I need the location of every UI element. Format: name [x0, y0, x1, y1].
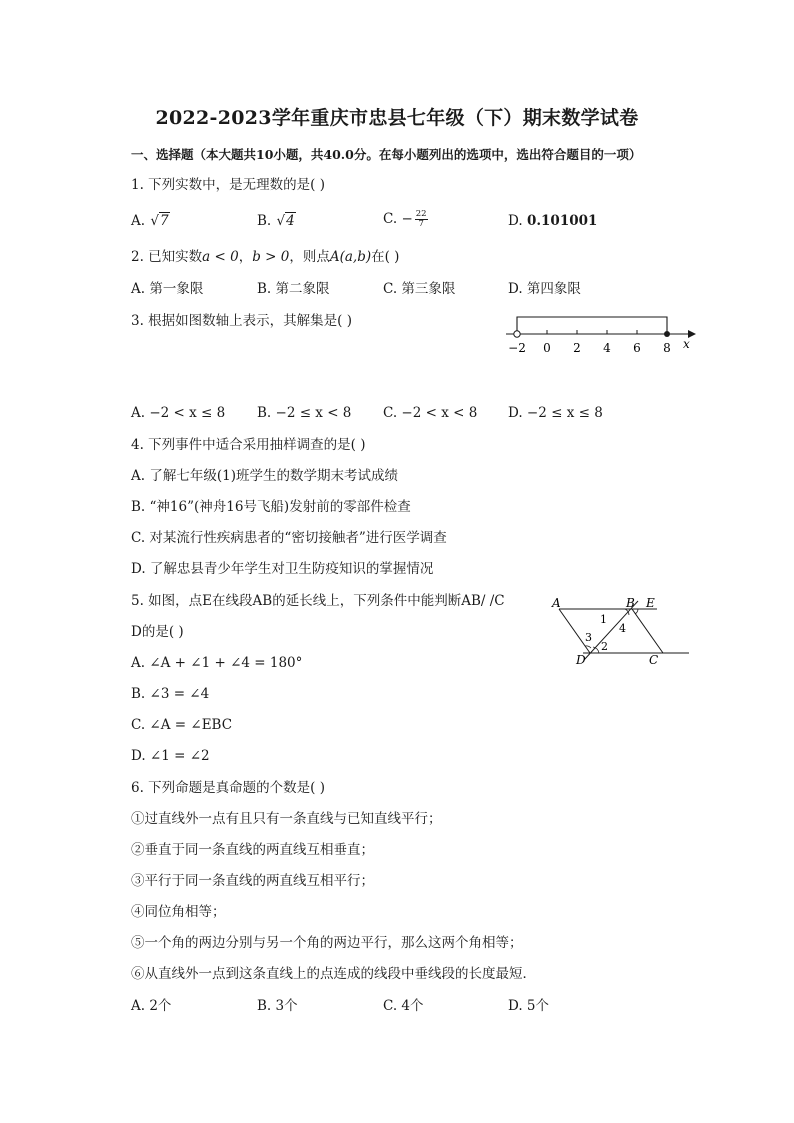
axis-variable-x: x: [683, 337, 690, 351]
q1-a-label: A.: [131, 213, 146, 229]
q6-stem: 6. 下列命题是真命题的个数是( ): [131, 780, 325, 796]
q4-option-c: C. 对某流行性疾病患者的“密切接触者”进行医学调查: [131, 530, 447, 546]
label-C: C: [649, 653, 659, 667]
q5-option-d: D. ∠1 = ∠2: [131, 748, 210, 764]
q6-item-3: ③平行于同一条直线的两直线互相平行；: [131, 873, 374, 889]
q2-option-b: B. 第二象限: [257, 281, 330, 297]
q3-option-c: C. −2 < x < 8: [383, 405, 478, 421]
q1-option-d: [508, 212, 597, 230]
section-header-choice: 一、选择题（本大题共10小题，共40.0分。在每小题列出的选项中，选出符合题目的一项）: [131, 147, 642, 162]
q6-item-4: ④同位角相等；: [131, 904, 226, 920]
q1-b-sqrt: [276, 212, 296, 230]
q5-option-c: C. ∠A = ∠EBC: [131, 717, 233, 733]
angle-arc-4: [635, 609, 638, 614]
q1-option-b: [257, 212, 296, 230]
q1-c-sign: −: [401, 211, 413, 227]
radical-sign: √: [150, 213, 159, 229]
q1-c-label: C.: [383, 211, 398, 227]
label-A: A: [552, 596, 561, 610]
q2-option-d: D. 第四象限: [508, 281, 581, 297]
tick-label-neg2: −2: [508, 341, 526, 355]
exam-title: 2022-2023学年重庆市忠县七年级（下）期末数学试卷: [155, 107, 639, 129]
q5-stem-line1: 5. 如图，点E在线段AB的延长线上，下列条件中能判断AB/ /C: [131, 593, 505, 609]
radical-sign: √: [276, 213, 286, 229]
segment-BC: [632, 609, 663, 653]
q6-option-c: C. 4个: [383, 998, 424, 1014]
q2-math-b: b > 0: [252, 249, 290, 265]
radicand: 4: [286, 213, 295, 229]
q2-stem: [131, 248, 399, 266]
q5-stem-line2: D的是( ): [131, 624, 184, 640]
tick-label-4: 4: [603, 341, 611, 355]
tick-label-2: 2: [573, 341, 581, 355]
q1-a-sqrt: [149, 212, 169, 230]
q3-option-a: A. −2 < x ≤ 8: [131, 405, 226, 421]
q5-option-a: A. ∠A + ∠1 + ∠4 = 180°: [131, 655, 303, 671]
radicand: 7: [159, 213, 169, 229]
axis-ticks: [517, 330, 667, 334]
q2-stem-pre: 2. 已知实数: [131, 249, 203, 265]
label-E: E: [646, 596, 655, 610]
q6-item-1: ①过直线外一点有且只有一条直线与已知直线平行；: [131, 811, 442, 827]
q3-option-d: D. −2 ≤ x ≤ 8: [508, 405, 603, 421]
q6-item-6: ⑥从直线外一点到这条直线上的点连成的线段中垂线段的长度最短．: [131, 966, 536, 982]
q3-option-b: B. −2 ≤ x < 8: [257, 405, 352, 421]
angle-label-2: 2: [601, 640, 608, 653]
q6-option-a: A. 2个: [131, 998, 172, 1014]
q6-option-b: B. 3个: [257, 998, 298, 1014]
open-endpoint-left: [514, 331, 520, 337]
q1-b-label: B.: [257, 213, 272, 229]
tick-label-0: 0: [543, 341, 551, 355]
parallel-lines-figure: [545, 592, 695, 672]
q3-stem: 3. 根据如图数轴上表示，其解集是( ): [131, 313, 352, 329]
angle-label-3: 3: [585, 631, 592, 644]
label-B: B: [626, 596, 635, 610]
q6-option-d: D. 5个: [508, 998, 550, 1014]
q1-stem: 1. 下列实数中，是无理数的是( ): [131, 177, 325, 193]
q4-stem: 4. 下列事件中适合采用抽样调查的是( ): [131, 437, 366, 453]
q1-option-c: [383, 210, 428, 229]
q4-option-d: D. 了解忠县青少年学生对卫生防疫知识的掌握情况: [131, 561, 434, 577]
q1-d-label: D.: [508, 213, 523, 229]
q1-d-value: 0.101001: [526, 213, 598, 229]
q1-option-a: [131, 212, 170, 230]
angle-arc-2: [593, 647, 599, 653]
solution-range-bracket: [517, 317, 667, 331]
q2-stem-post: 在( ): [371, 249, 400, 265]
q2-option-a: A. 第一象限: [131, 281, 204, 297]
q1-c-fraction: [415, 210, 428, 229]
q6-item-2: ②垂直于同一条直线的两直线互相垂直；: [131, 842, 374, 858]
q4-option-a: A. 了解七年级(1)班学生的数学期末考试成绩: [131, 468, 398, 484]
closed-endpoint-right: [664, 331, 670, 337]
tick-label-6: 6: [633, 341, 641, 355]
q6-item-5: ⑤一个角的两边分别与另一个角的两边平行，那么这两个角相等；: [131, 935, 523, 951]
q2-math-a: a < 0: [202, 249, 239, 265]
numerator: 22: [415, 209, 427, 219]
label-D: D: [576, 653, 586, 667]
q4-option-b: B. “神16”(神舟16号飞船)发射前的零部件检查: [131, 499, 411, 515]
angle-label-4: 4: [619, 622, 626, 635]
number-line-figure: [500, 308, 700, 360]
q2-stem-sep: ，: [238, 249, 253, 265]
angle-label-1: 1: [600, 613, 607, 626]
q2-stem-mid: ，则点: [289, 249, 330, 265]
denominator: 7: [418, 219, 424, 229]
q2-option-c: C. 第三象限: [383, 281, 456, 297]
tick-label-8: 8: [663, 341, 671, 355]
q5-option-b: B. ∠3 = ∠4: [131, 686, 210, 702]
q2-math-point: A(a,b): [329, 249, 372, 265]
